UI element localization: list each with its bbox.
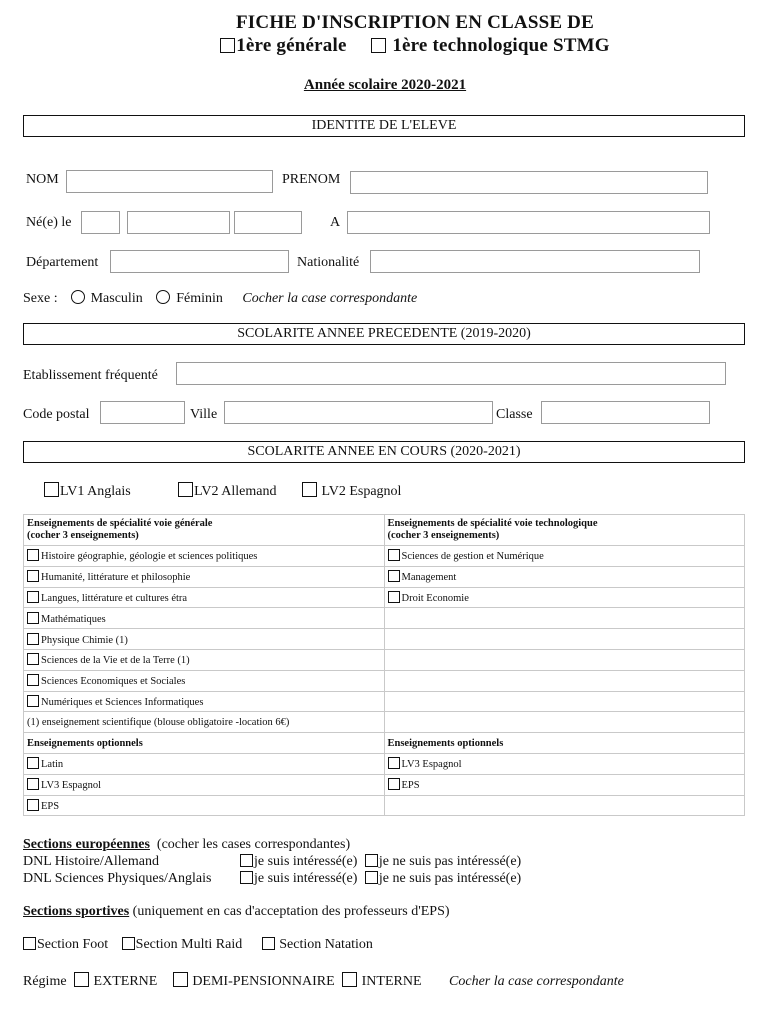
birth-year-field[interactable] [234,211,302,234]
class-label: Classe [496,407,533,422]
specialities-table [23,514,745,816]
choice-general-label: 1ère générale [236,35,347,56]
european-title: Sections européennes [23,837,150,852]
male-radio[interactable] [71,290,85,304]
table-row [24,691,745,712]
table-row [24,629,745,650]
previous-section-header: SCOLARITE ANNEE PRECEDENTE (2019-2020) [23,323,745,345]
city-label: Ville [190,407,218,422]
sexe-instruction: Cocher la case correspondante [242,291,418,306]
sports-instruction: (uniquement en cas d'acceptation des professeurs d'EPS) [132,904,450,919]
city-field[interactable] [224,401,493,424]
female-label: Féminin [176,291,223,306]
tech-option[interactable]: Sciences de gestion et Numérique [384,546,745,567]
table-row [24,515,745,546]
dnl-physics-interested-checkbox[interactable] [240,871,253,884]
table-row [24,712,745,733]
general-option[interactable]: Sciences de la Vie et de la Terre (1) [24,649,385,670]
empty-cell [384,629,745,650]
form-title: FICHE D'INSCRIPTION EN CLASSE DE [236,12,594,33]
establishment-label: Etablissement fréquenté [23,368,158,383]
empty-cell [384,608,745,629]
general-option[interactable]: Histoire géographie, géologie et sciences politiques [24,546,385,567]
choice-tech-label: 1ère technologique STMG [392,35,610,56]
birthplace-label: A [330,215,341,230]
lv2-es-label: LV2 Espagnol [321,484,402,499]
tech-header: Enseignements de spécialité voie technologique (cocher 3 enseignements) [384,515,745,546]
optional-tech-option[interactable]: LV3 Espagnol [384,753,745,774]
department-field[interactable] [110,250,289,273]
table-row [24,774,745,795]
regime-label: Régime [23,974,67,989]
table-row [24,753,745,774]
choice-general-checkbox[interactable] [220,38,235,53]
postal-field[interactable] [100,401,185,424]
prenom-field[interactable] [350,171,708,194]
prenom-label: PRENOM [282,172,341,187]
identity-section-header: IDENTITE DE L'ELEVE [23,115,745,137]
birth-day-field[interactable] [81,211,120,234]
general-option[interactable]: Sciences Economiques et Sociales [24,670,385,691]
lv2-de-checkbox[interactable] [178,482,193,497]
empty-cell [384,649,745,670]
table-row [24,566,745,587]
department-label: Département [26,255,99,270]
current-section-header: SCOLARITE ANNEE EN COURS (2020-2021) [23,441,745,463]
dnl-physics-not-interested-checkbox[interactable] [365,871,378,884]
sports-heading [23,904,450,920]
optional-general-option[interactable]: LV3 Espagnol [24,774,385,795]
tech-option[interactable]: Management [384,566,745,587]
multiraid-checkbox[interactable] [122,937,135,950]
externe-checkbox[interactable] [74,972,89,987]
lv2-de-label: LV2 Allemand [194,484,277,499]
dnl-history-options: je suis intéressé(e) je ne suis pas intéressé(e) [240,854,521,870]
dnl-history-label: DNL Histoire/Allemand [23,854,159,869]
establishment-field[interactable] [176,362,726,385]
dnl-physics-label: DNL Sciences Physiques/Anglais [23,871,212,886]
nom-label: NOM [26,172,59,187]
interne-checkbox[interactable] [342,972,357,987]
table-row [24,546,745,567]
class-choice [0,35,770,57]
sexe-label: Sexe : [23,291,58,306]
dnl-history-interested-checkbox[interactable] [240,854,253,867]
postal-label: Code postal [23,407,90,422]
table-row [24,733,745,754]
table-row [24,670,745,691]
optional-general-option[interactable]: EPS [24,795,385,816]
lv1-label: LV1 Anglais [60,484,131,499]
table-row [24,649,745,670]
lv2-es-checkbox[interactable] [302,482,317,497]
optional-tech-option[interactable]: EPS [384,774,745,795]
natation-checkbox[interactable] [262,937,275,950]
european-heading [23,837,350,853]
nationality-field[interactable] [370,250,700,273]
general-header: Enseignements de spécialité voie générale (cocher 3 enseignements) [24,515,385,546]
birth-label: Né(e) le [26,215,72,230]
male-label: Masculin [90,291,143,306]
optional-tech-header: Enseignements optionnels [384,733,745,754]
lv1-checkbox[interactable] [44,482,59,497]
empty-cell [384,712,745,733]
birth-month-field[interactable] [127,211,230,234]
dnl-physics-options: je suis intéressé(e) je ne suis pas intéressé(e) [240,871,521,887]
general-option[interactable]: Humanité, littérature et philosophie [24,566,385,587]
choice-tech-checkbox[interactable] [371,38,386,53]
class-field[interactable] [541,401,710,424]
general-option[interactable]: Physique Chimie (1) [24,629,385,650]
optional-general-header: Enseignements optionnels [24,733,385,754]
regime-row: Régime EXTERNE DEMI-PENSIONNAIRE INTERNE Cocher la case correspondante [23,974,624,989]
general-option[interactable]: Numériques et Sciences Informatiques [24,691,385,712]
optional-general-option[interactable]: Latin [24,753,385,774]
nom-field[interactable] [66,170,273,193]
empty-cell [384,795,745,816]
dnl-history-not-interested-checkbox[interactable] [365,854,378,867]
empty-cell [384,670,745,691]
table-row [24,587,745,608]
tech-option[interactable]: Droit Economie [384,587,745,608]
science-note: (1) enseignement scientifique (blouse obligatoire -location 6€) [24,712,385,733]
school-year: Année scolaire 2020-2021 [303,77,467,93]
foot-checkbox[interactable] [23,937,36,950]
table-row [24,795,745,816]
nationality-label: Nationalité [297,255,360,270]
languages-row [44,482,401,500]
general-option[interactable]: Mathématiques [24,608,385,629]
general-option[interactable]: Langues, littérature et cultures étra [24,587,385,608]
female-radio[interactable] [156,290,170,304]
demi-checkbox[interactable] [173,972,188,987]
sexe-row [23,290,417,307]
european-instruction: (cocher les cases correspondantes) [156,837,351,852]
table-row [24,608,745,629]
birthplace-field[interactable] [347,211,710,234]
sports-title: Sections sportives [23,904,130,919]
regime-instruction: Cocher la case correspondante [449,974,624,989]
empty-cell [384,691,745,712]
sports-options: Section Foot Section Multi Raid Section Natation [23,937,373,953]
